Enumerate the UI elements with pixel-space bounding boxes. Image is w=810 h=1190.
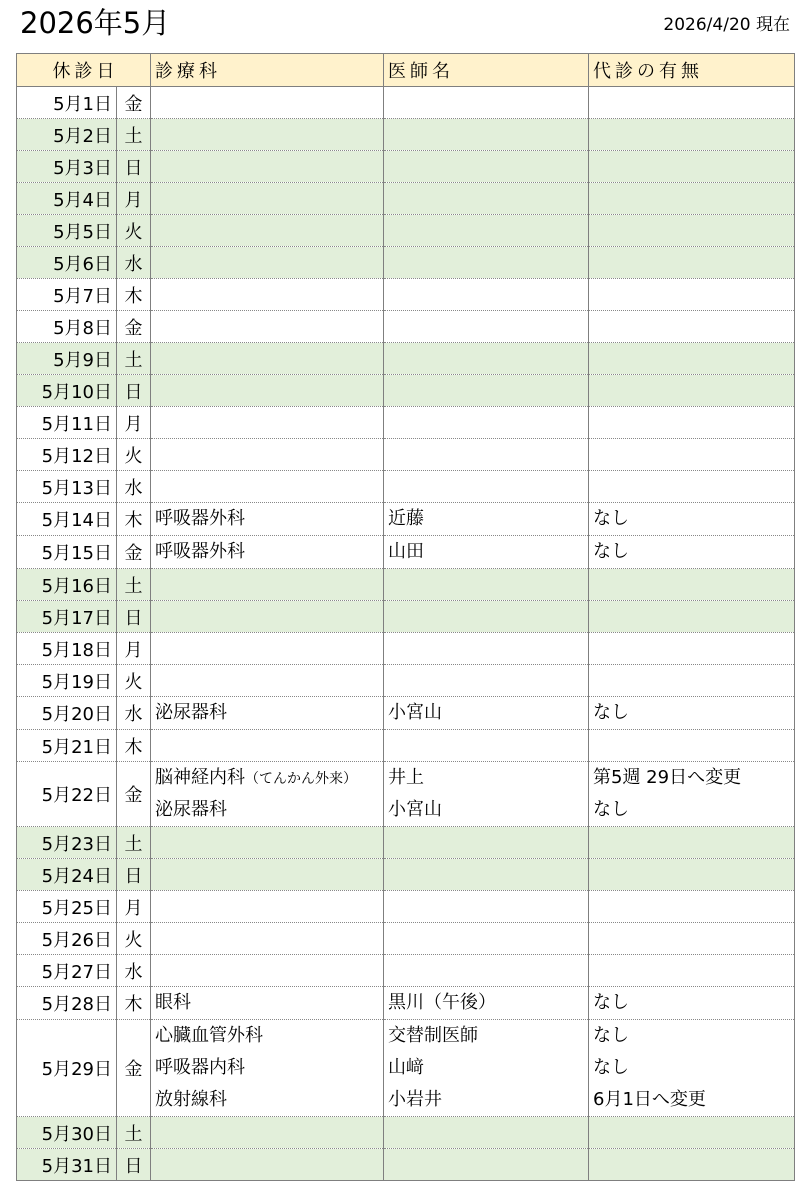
row-department <box>151 827 384 859</box>
table-header-row <box>17 54 795 87</box>
substitute-status: なし <box>593 541 629 562</box>
row-weekday: 火 <box>117 923 151 955</box>
row-substitute <box>589 343 795 375</box>
row-substitute <box>589 407 795 439</box>
substitute-status: なし <box>593 1025 629 1046</box>
row-weekday: 金 <box>117 87 151 119</box>
row-doctor <box>384 375 589 407</box>
row-weekday: 土 <box>117 119 151 151</box>
row-weekday: 水 <box>117 955 151 987</box>
table-row <box>17 247 795 279</box>
doctor-name: 交替制医師 <box>388 1025 478 1046</box>
row-substitute <box>589 247 795 279</box>
row-weekday: 土 <box>117 1117 151 1149</box>
doctor-name: 山田 <box>388 541 424 562</box>
row-weekday: 日 <box>117 1149 151 1181</box>
row-doctor <box>384 827 589 859</box>
row-weekday: 金 <box>117 311 151 343</box>
row-weekday: 火 <box>117 439 151 471</box>
row-department <box>151 1117 384 1149</box>
row-doctor <box>384 279 589 311</box>
substitute-status: なし <box>593 508 629 529</box>
table-row <box>17 633 795 665</box>
row-substitute <box>589 471 795 503</box>
department-name: 放射線科 <box>155 1089 227 1110</box>
row-substitute <box>589 183 795 215</box>
row-weekday: 金 <box>117 536 151 569</box>
row-doctor <box>384 955 589 987</box>
row-date: 5月21日 <box>17 730 117 762</box>
row-doctor <box>384 987 589 1020</box>
row-doctor <box>384 503 589 536</box>
row-date: 5月28日 <box>17 987 117 1020</box>
row-department <box>151 1149 384 1181</box>
row-substitute <box>589 279 795 311</box>
table-row <box>17 151 795 183</box>
row-weekday: 土 <box>117 569 151 601</box>
substitute-status: 第5週 29日へ変更 <box>593 767 742 788</box>
department-line <box>155 536 379 568</box>
department-line <box>155 1084 379 1116</box>
row-department <box>151 215 384 247</box>
department-line <box>155 697 379 729</box>
row-doctor <box>384 183 589 215</box>
row-date: 5月11日 <box>17 407 117 439</box>
department-name: 呼吸器内科 <box>155 1057 245 1078</box>
as-of-date: 2026/4/20 現在 <box>663 15 790 35</box>
row-date: 5月19日 <box>17 665 117 697</box>
row-date: 5月3日 <box>17 151 117 183</box>
row-substitute <box>589 762 795 827</box>
row-doctor <box>384 247 589 279</box>
row-doctor <box>384 536 589 569</box>
substitute-status: なし <box>593 992 629 1013</box>
row-weekday: 木 <box>117 279 151 311</box>
row-doctor <box>384 1020 589 1117</box>
row-department <box>151 859 384 891</box>
table-row <box>17 762 795 827</box>
table-row <box>17 503 795 536</box>
table-row <box>17 215 795 247</box>
doctor-name: 小宮山 <box>388 799 442 820</box>
doctor-name: 山﨑 <box>388 1057 424 1078</box>
row-date: 5月2日 <box>17 119 117 151</box>
row-department <box>151 375 384 407</box>
table-row <box>17 955 795 987</box>
row-substitute <box>589 151 795 183</box>
row-weekday: 木 <box>117 987 151 1020</box>
row-department <box>151 471 384 503</box>
row-date: 5月13日 <box>17 471 117 503</box>
doctor-name: 小岩井 <box>388 1089 442 1110</box>
row-department <box>151 730 384 762</box>
row-department <box>151 987 384 1020</box>
table-row <box>17 375 795 407</box>
table-row <box>17 536 795 569</box>
row-date: 5月30日 <box>17 1117 117 1149</box>
row-weekday: 土 <box>117 343 151 375</box>
row-doctor <box>384 697 589 730</box>
row-department <box>151 183 384 215</box>
row-substitute <box>589 827 795 859</box>
row-doctor <box>384 1149 589 1181</box>
row-department <box>151 536 384 569</box>
row-department <box>151 503 384 536</box>
row-weekday: 火 <box>117 665 151 697</box>
row-department <box>151 923 384 955</box>
table-row <box>17 311 795 343</box>
row-date: 5月6日 <box>17 247 117 279</box>
row-doctor <box>384 762 589 827</box>
table-row <box>17 1149 795 1181</box>
table-row <box>17 987 795 1020</box>
department-name: 呼吸器外科 <box>155 508 245 529</box>
row-date: 5月14日 <box>17 503 117 536</box>
table-row <box>17 407 795 439</box>
row-department <box>151 955 384 987</box>
row-doctor <box>384 471 589 503</box>
row-doctor <box>384 730 589 762</box>
table-row <box>17 697 795 730</box>
row-substitute <box>589 697 795 730</box>
row-doctor <box>384 311 589 343</box>
department-name: 心臓血管外科 <box>155 1025 263 1046</box>
row-department <box>151 697 384 730</box>
row-weekday: 水 <box>117 697 151 730</box>
row-department <box>151 151 384 183</box>
department-name: 脳神経内科 <box>155 767 245 788</box>
table-row <box>17 923 795 955</box>
row-date: 5月10日 <box>17 375 117 407</box>
header-department: 診療科 <box>151 54 384 87</box>
row-substitute <box>589 891 795 923</box>
header-closure-date: 休診日 <box>17 54 151 87</box>
row-department <box>151 343 384 375</box>
table-row <box>17 183 795 215</box>
row-weekday: 水 <box>117 471 151 503</box>
department-line <box>155 1052 379 1084</box>
row-department <box>151 247 384 279</box>
row-weekday: 木 <box>117 730 151 762</box>
row-substitute <box>589 955 795 987</box>
row-department <box>151 665 384 697</box>
row-substitute <box>589 601 795 633</box>
department-name: 泌尿器科 <box>155 799 227 820</box>
row-weekday: 日 <box>117 601 151 633</box>
row-department <box>151 762 384 827</box>
row-substitute <box>589 923 795 955</box>
row-date: 5月17日 <box>17 601 117 633</box>
department-name: 呼吸器外科 <box>155 541 245 562</box>
row-date: 5月20日 <box>17 697 117 730</box>
row-substitute <box>589 215 795 247</box>
row-date: 5月26日 <box>17 923 117 955</box>
row-doctor <box>384 87 589 119</box>
row-substitute <box>589 119 795 151</box>
row-date: 5月18日 <box>17 633 117 665</box>
department-line <box>155 503 379 535</box>
row-weekday: 木 <box>117 503 151 536</box>
row-substitute <box>589 439 795 471</box>
row-department <box>151 633 384 665</box>
row-doctor <box>384 665 589 697</box>
doctor-name: 井上 <box>388 767 424 788</box>
department-line <box>155 987 379 1019</box>
row-doctor <box>384 407 589 439</box>
row-doctor <box>384 343 589 375</box>
department-line <box>155 1020 379 1052</box>
table-row <box>17 569 795 601</box>
department-line <box>155 762 379 794</box>
row-substitute <box>589 1149 795 1181</box>
row-doctor <box>384 1117 589 1149</box>
table-row <box>17 471 795 503</box>
row-doctor <box>384 151 589 183</box>
row-date: 5月5日 <box>17 215 117 247</box>
doctor-name: 黒川（午後） <box>388 992 496 1013</box>
row-date: 5月25日 <box>17 891 117 923</box>
table-row <box>17 1020 795 1117</box>
row-date: 5月23日 <box>17 827 117 859</box>
substitute-status: なし <box>593 1057 629 1078</box>
row-weekday: 金 <box>117 1020 151 1117</box>
header-substitute: 代診の有無 <box>589 54 795 87</box>
row-substitute <box>589 1117 795 1149</box>
row-department <box>151 311 384 343</box>
table-row <box>17 730 795 762</box>
row-department <box>151 87 384 119</box>
row-substitute <box>589 569 795 601</box>
row-weekday: 月 <box>117 633 151 665</box>
row-department <box>151 279 384 311</box>
doctor-name: 近藤 <box>388 508 424 529</box>
row-weekday: 日 <box>117 151 151 183</box>
table-row <box>17 87 795 119</box>
table-row <box>17 119 795 151</box>
row-department <box>151 439 384 471</box>
row-date: 5月12日 <box>17 439 117 471</box>
table-row <box>17 827 795 859</box>
closure-schedule-table <box>16 53 795 1181</box>
row-doctor <box>384 439 589 471</box>
row-doctor <box>384 923 589 955</box>
table-row <box>17 665 795 697</box>
row-substitute <box>589 665 795 697</box>
row-substitute <box>589 375 795 407</box>
row-substitute <box>589 311 795 343</box>
row-weekday: 土 <box>117 827 151 859</box>
row-doctor <box>384 215 589 247</box>
row-date: 5月7日 <box>17 279 117 311</box>
substitute-status: 6月1日へ変更 <box>593 1089 706 1110</box>
row-date: 5月24日 <box>17 859 117 891</box>
row-date: 5月29日 <box>17 1020 117 1117</box>
row-doctor <box>384 891 589 923</box>
row-doctor <box>384 569 589 601</box>
page-title: 2026年5月 <box>20 6 171 40</box>
table-row <box>17 343 795 375</box>
row-doctor <box>384 633 589 665</box>
table-row <box>17 279 795 311</box>
row-date: 5月15日 <box>17 536 117 569</box>
table-row <box>17 601 795 633</box>
row-department <box>151 407 384 439</box>
row-weekday: 日 <box>117 859 151 891</box>
substitute-status: なし <box>593 702 629 723</box>
row-weekday: 火 <box>117 215 151 247</box>
row-substitute <box>589 536 795 569</box>
row-substitute <box>589 633 795 665</box>
row-weekday: 月 <box>117 407 151 439</box>
row-department <box>151 1020 384 1117</box>
row-substitute <box>589 730 795 762</box>
row-weekday: 日 <box>117 375 151 407</box>
row-weekday: 月 <box>117 891 151 923</box>
department-name: 眼科 <box>155 992 191 1013</box>
row-date: 5月16日 <box>17 569 117 601</box>
row-date: 5月9日 <box>17 343 117 375</box>
department-line <box>155 794 379 826</box>
department-name: 泌尿器科 <box>155 702 227 723</box>
row-date: 5月27日 <box>17 955 117 987</box>
row-date: 5月1日 <box>17 87 117 119</box>
row-substitute <box>589 987 795 1020</box>
header-doctor: 医師名 <box>384 54 589 87</box>
row-date: 5月31日 <box>17 1149 117 1181</box>
table-row <box>17 891 795 923</box>
row-department <box>151 119 384 151</box>
row-department <box>151 601 384 633</box>
row-weekday: 金 <box>117 762 151 827</box>
row-date: 5月8日 <box>17 311 117 343</box>
substitute-status: なし <box>593 799 629 820</box>
row-substitute <box>589 1020 795 1117</box>
table-row <box>17 439 795 471</box>
row-weekday: 水 <box>117 247 151 279</box>
row-substitute <box>589 87 795 119</box>
row-weekday: 月 <box>117 183 151 215</box>
doctor-name: 小宮山 <box>388 702 442 723</box>
row-department <box>151 891 384 923</box>
row-doctor <box>384 601 589 633</box>
row-substitute <box>589 859 795 891</box>
department-note: （てんかん外来） <box>245 771 357 787</box>
table-row <box>17 859 795 891</box>
row-doctor <box>384 119 589 151</box>
row-substitute <box>589 503 795 536</box>
table-row <box>17 1117 795 1149</box>
row-date: 5月22日 <box>17 762 117 827</box>
row-date: 5月4日 <box>17 183 117 215</box>
row-department <box>151 569 384 601</box>
row-doctor <box>384 859 589 891</box>
